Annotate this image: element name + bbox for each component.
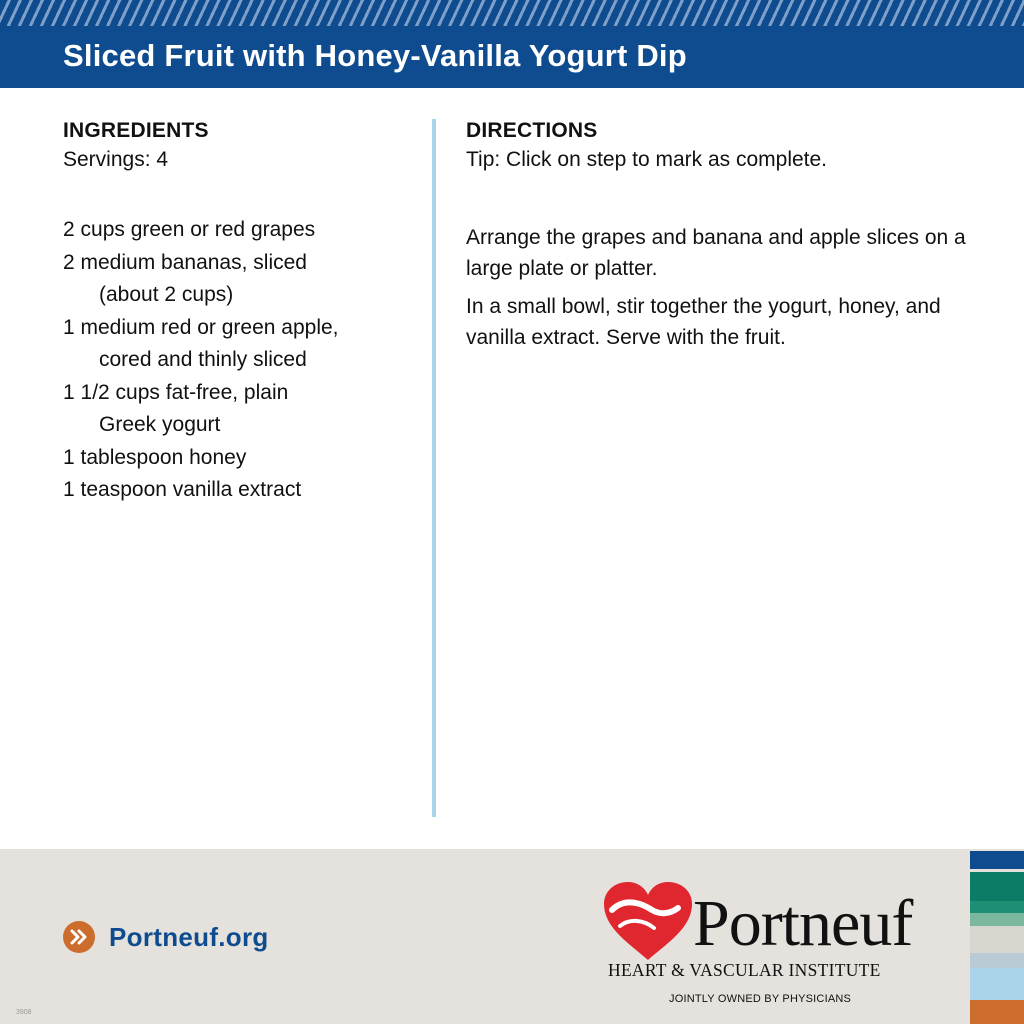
ingredient-line: 1 teaspoon vanilla extract xyxy=(63,478,302,501)
ingredient-line: 2 cups green or red grapes xyxy=(63,218,316,241)
recipe-title: Sliced Fruit with Honey-Vanilla Yogurt Dip xyxy=(63,38,687,73)
heart-icon xyxy=(600,880,696,962)
color-strip-block xyxy=(970,953,1024,968)
color-strip-block xyxy=(970,901,1024,913)
ingredient-item xyxy=(63,377,413,442)
logo-subtitle: HEART & VASCULAR INSTITUTE xyxy=(608,960,881,980)
ingredients-column xyxy=(63,118,413,507)
ingredient-list xyxy=(63,214,413,507)
color-strip-block xyxy=(970,851,1024,869)
logo-tagline: JOINTLY OWNED BY PHYSICIANS xyxy=(669,993,852,1005)
ingredient-item xyxy=(63,247,413,312)
color-strip-block xyxy=(970,913,1024,926)
ingredient-item xyxy=(63,442,413,475)
direction-step-2[interactable]: In a small bowl, stir together the yogurt, honey, and vanilla extract. Serve with the fruit. xyxy=(466,295,941,349)
header-banner xyxy=(0,0,1024,88)
directions-column xyxy=(466,118,986,361)
ingredient-line: 2 medium bananas, sliced xyxy=(63,250,307,274)
ingredient-line: 1 medium red or green apple, xyxy=(63,315,339,339)
ingredient-item xyxy=(63,214,413,247)
color-strip-block xyxy=(970,872,1024,901)
header-stripes xyxy=(0,0,1024,26)
logo-wordmark: Portneuf xyxy=(693,887,913,960)
direction-step-1[interactable]: Arrange the grapes and banana and apple slices on a large plate or platter. xyxy=(466,226,966,280)
ingredient-item xyxy=(63,474,413,507)
document-code: 3908 xyxy=(16,1009,32,1016)
portneuf-link-text: Portneuf.org xyxy=(109,921,269,952)
servings-text: Servings: 4 xyxy=(63,148,169,171)
ingredient-line-continued: cored and thinly sliced xyxy=(99,348,307,371)
ingredient-line: 1 tablespoon honey xyxy=(63,445,247,469)
direction-steps xyxy=(466,223,986,353)
ingredient-line-continued: (about 2 cups) xyxy=(99,283,234,306)
ingredient-line: 1 1/2 cups fat-free, plain xyxy=(63,380,289,404)
color-strip-block xyxy=(970,1000,1024,1024)
ingredient-item xyxy=(63,312,413,377)
color-strip-block xyxy=(970,926,1024,953)
double-chevron-right-icon xyxy=(63,921,95,953)
directions-tip: Tip: Click on step to mark as complete. xyxy=(466,148,828,171)
portneuf-link[interactable] xyxy=(63,921,269,953)
color-strip-block xyxy=(970,968,1024,1000)
ingredients-heading: INGREDIENTS xyxy=(63,119,209,142)
column-divider xyxy=(432,119,436,817)
color-strip xyxy=(970,851,1024,1024)
portneuf-logo xyxy=(600,880,920,1010)
ingredient-line-continued: Greek yogurt xyxy=(99,413,221,436)
directions-heading: DIRECTIONS xyxy=(466,119,598,142)
